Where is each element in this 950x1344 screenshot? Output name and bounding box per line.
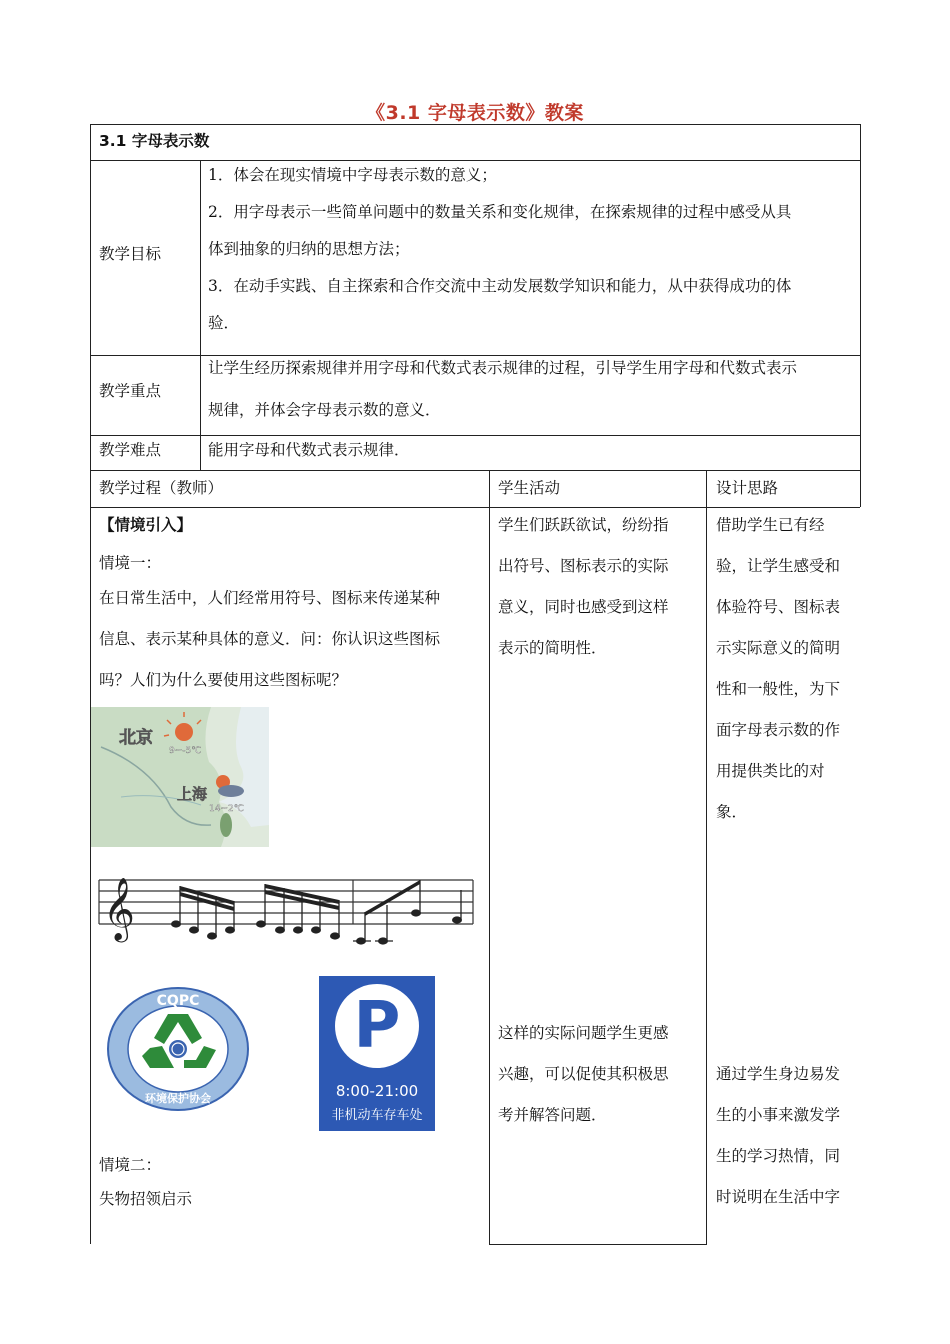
design-line: 用提供类比的对: [716, 762, 825, 780]
design-line: 性和一般性，为下: [716, 680, 841, 698]
design-line: 通过学生身边易发: [716, 1065, 841, 1083]
scenario1-title: 情境一：: [99, 554, 162, 572]
weather-temp-shanghai: 14~2℃: [209, 804, 244, 814]
design-line: 象．: [716, 803, 748, 821]
parking-letter: P: [353, 989, 401, 1063]
treble-clef-icon: 𝄞: [103, 877, 135, 940]
design-line: 生的学习热情，同: [716, 1147, 841, 1165]
difficulty-text: 能用字母和代数式表示规律．: [208, 441, 410, 459]
objective-line: 2．用字母表示一些简单问题中的数量关系和变化规律，在探索规律的过程中感受从具: [208, 203, 792, 221]
key-points-label: 教学重点: [99, 382, 162, 400]
weather-city-beijing: 北京: [119, 728, 153, 748]
design-line: 体验符号、图标表: [716, 598, 841, 616]
design-line: 时说明在生活中字: [716, 1188, 841, 1206]
scenario2-title: 情境二：: [99, 1156, 162, 1174]
activity-line: 意义，同时也感受到这样: [498, 598, 669, 616]
key-points-line: 规律，并体会字母表示数的意义．: [208, 401, 441, 419]
activity-line: 出符号、图标表示的实际: [498, 557, 669, 575]
design-line: 面字母表示数的作: [716, 721, 841, 739]
objectives-list: [208, 157, 853, 342]
design-line: 验，让学生感受和: [716, 557, 841, 575]
scenario1-line: 吗？人们为什么要使用这些图标呢？: [99, 671, 348, 689]
objectives-label: 教学目标: [99, 245, 162, 263]
music-score-image: [91, 850, 476, 952]
music-staff: [91, 850, 476, 952]
activity-line: 学生们跃跃欲试，纷纷指: [498, 516, 669, 534]
activity-line: 考并解答问题．: [498, 1106, 607, 1124]
document-title: 《3.1 字母表示数》教案: [366, 102, 584, 124]
column-header-design: 设计思路: [716, 479, 779, 497]
activity-line: 表示的简明性．: [498, 639, 607, 657]
objective-line: 验．: [208, 314, 240, 332]
parking-label: 非机动车存车处: [331, 1108, 423, 1123]
parking-hours: 8:00-21:00: [335, 1082, 419, 1100]
difficulty-label: 教学难点: [99, 441, 162, 459]
scenario1-line: 信息、表示某种具体的意义．问：你认识这些图标: [99, 630, 441, 648]
parking-sign-image: [319, 976, 435, 1131]
objective-line: 3．在动手实践、自主探索和合作交流中主动发展数学知识和能力，从中获得成功的体: [208, 277, 792, 295]
logo-bottom-text: 环境保护协会: [145, 1092, 211, 1105]
weather-temp-beijing: 9~-5℃: [169, 746, 202, 756]
logo-top-text: CQPC: [156, 993, 200, 1009]
column-header-activity: 学生活动: [498, 479, 561, 497]
section-heading: 【情境引入】: [99, 516, 193, 534]
weather-map-image: [91, 707, 269, 847]
design-line: 借助学生已有经: [716, 516, 825, 534]
objective-line: 1．体会在现实情境中字母表示数的意义；: [208, 166, 497, 184]
key-points-line: 让学生经历探索规律并用字母和代数式表示规律的过程，引导学生用字母和代数式表示: [208, 359, 798, 377]
scenario2-text: 失物招领启示: [99, 1190, 193, 1208]
activity-line: 兴趣，可以促使其积极思: [498, 1065, 669, 1083]
objective-line: 体到抽象的归纳的思想方法；: [208, 240, 410, 258]
environmental-logo-image: [106, 986, 250, 1112]
design-line: 示实际意义的简明: [716, 639, 841, 657]
column-header-process: 教学过程（教师）: [99, 479, 224, 497]
scenario1-line: 在日常生活中，人们经常用符号、图标来传递某种: [99, 589, 441, 607]
weather-city-shanghai: 上海: [177, 785, 208, 803]
lesson-header: 3.1 字母表示数: [99, 132, 210, 150]
activity-line: 这样的实际问题学生更感: [498, 1024, 669, 1042]
design-line: 生的小事来激发学: [716, 1106, 841, 1124]
